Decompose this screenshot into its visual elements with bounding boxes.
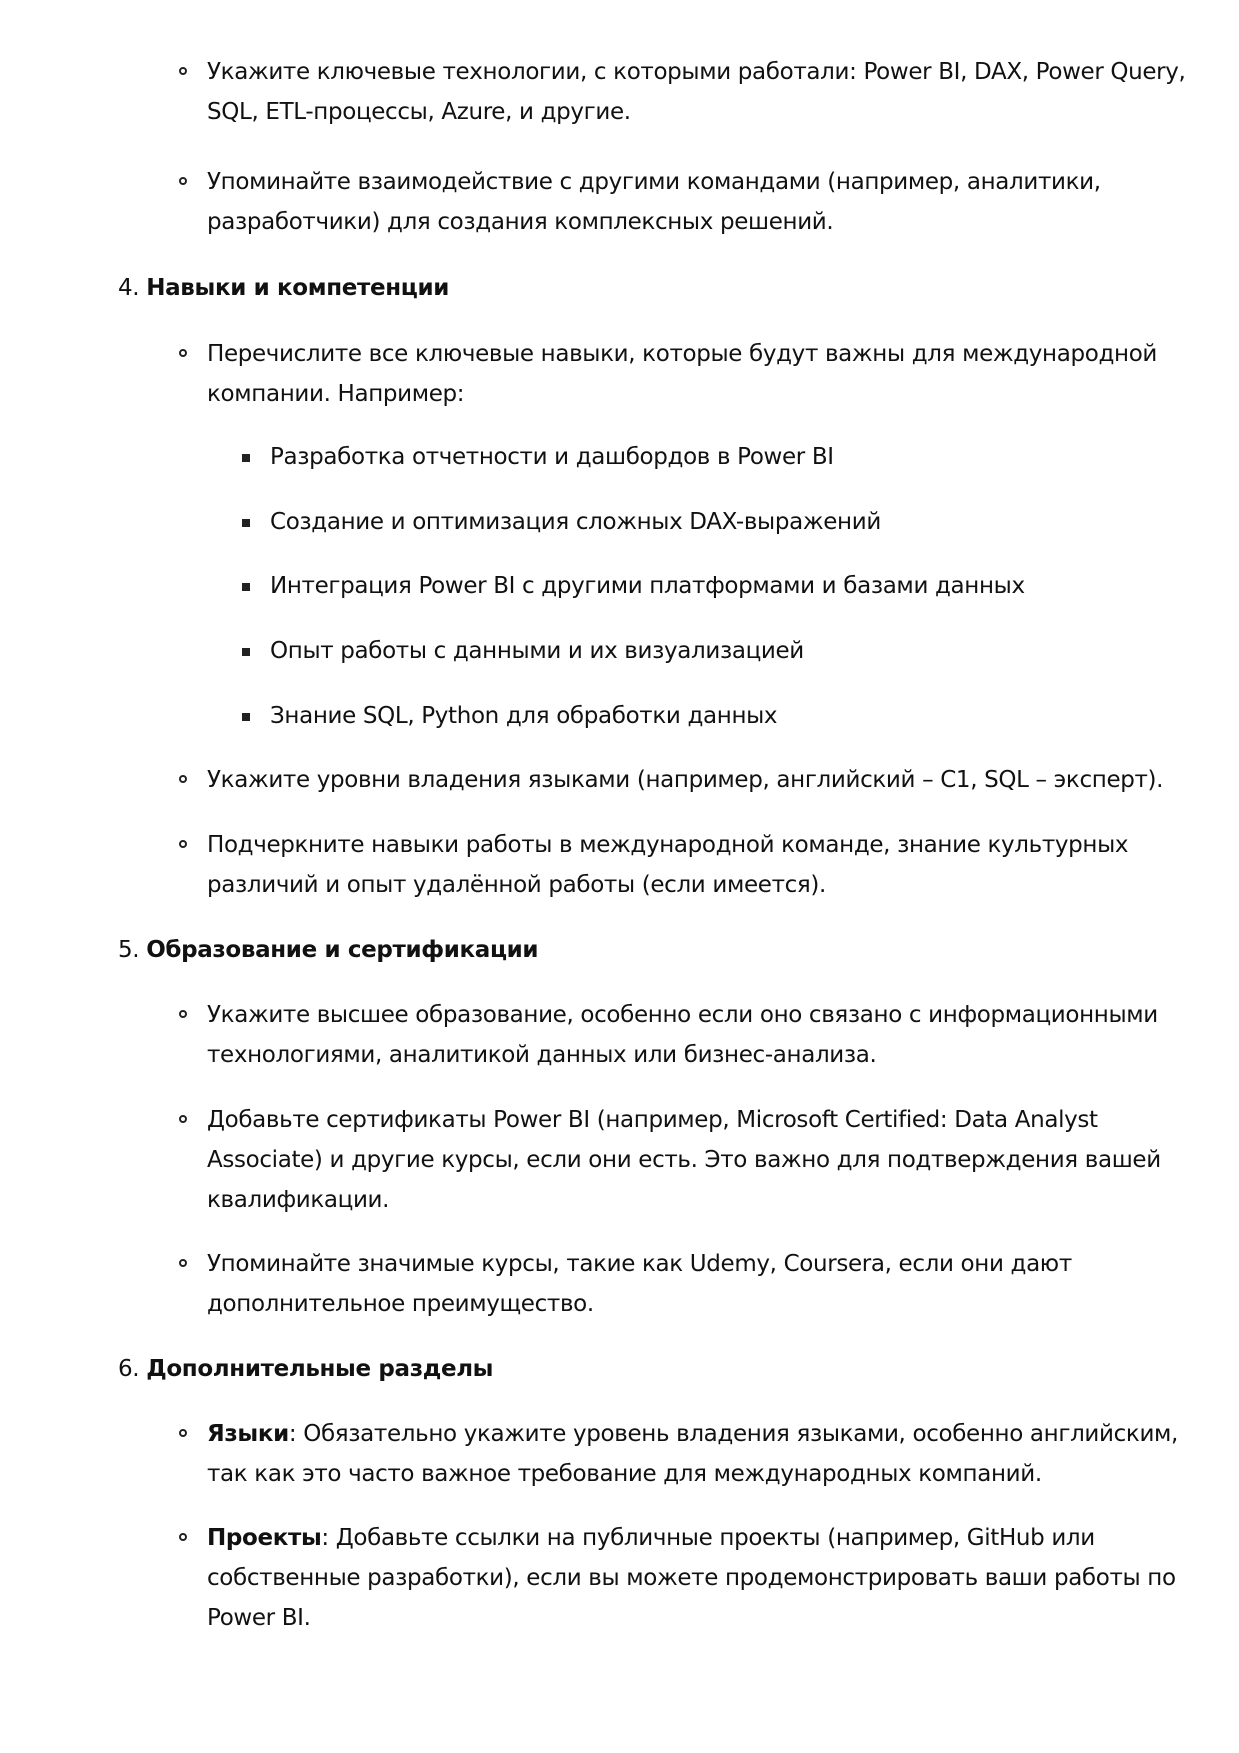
hollow-bullet-icon [179,177,187,185]
hollow-bullet-icon [179,67,187,75]
bullet-certificates: Добавьте сертификаты Power BI (например, Microsoft Certified: Data Analyst Associate) и другие курсы, если они есть. Это важно для подтверждения вашей квалификации. [207,1100,1161,1220]
bullet-international-team: Подчеркните навыки работы в международной команде, знание культурных различий и опыт удалённой работы (если имеется). [207,825,1128,905]
bullet-technologies: Укажите ключевые технологии, с которыми работали: Power BI, DAX, Power Query, SQL, ETL-процессы, Azure, и другие. [207,52,1186,132]
sub-bullet-integration: Интеграция Power BI с другими платформами и базами данных [270,566,1025,606]
square-bullet-icon [242,583,250,591]
hollow-bullet-icon [179,1259,187,1267]
hollow-bullet-icon [179,1429,187,1437]
section-heading-5: 5. Образование и сертификации [118,937,539,963]
hollow-bullet-icon [179,1115,187,1123]
bullet-projects: Проекты: Добавьте ссылки на публичные проекты (например, GitHub или собственные разработки), если вы можете продемонстрировать ваши работы по Power BI. [207,1518,1176,1638]
bullet-languages: Языки: Обязательно укажите уровень владения языками, особенно английским, так как это часто важное требование для международных компаний. [207,1414,1178,1494]
sub-bullet-reporting: Разработка отчетности и дашбордов в Power BI [270,437,834,477]
square-bullet-icon [242,713,250,721]
section-heading-6: 6. Дополнительные разделы [118,1356,494,1382]
hollow-bullet-icon [179,1010,187,1018]
square-bullet-icon [242,454,250,462]
bullet-higher-education: Укажите высшее образование, особенно если оно связано с информационными технологиями, аналитикой данных или бизнес-анализа. [207,995,1158,1075]
hollow-bullet-icon [179,349,187,357]
square-bullet-icon [242,648,250,656]
hollow-bullet-icon [179,775,187,783]
sub-bullet-sql-python: Знание SQL, Python для обработки данных [270,696,777,736]
section-heading-4: 4. Навыки и компетенции [118,275,450,301]
hollow-bullet-icon [179,840,187,848]
sub-bullet-visualization: Опыт работы с данными и их визуализацией [270,631,804,671]
square-bullet-icon [242,519,250,527]
bullet-skills-list: Перечислите все ключевые навыки, которые будут важны для международной компании. Например: [207,334,1157,414]
bullet-language-levels: Укажите уровни владения языками (например, английский – C1, SQL – эксперт). [207,760,1163,800]
hollow-bullet-icon [179,1533,187,1541]
bullet-courses: Упоминайте значимые курсы, такие как Udemy, Coursera, если они дают дополнительное преимущество. [207,1244,1072,1324]
bullet-teamwork: Упоминайте взаимодействие с другими командами (например, аналитики, разработчики) для создания комплексных решений. [207,162,1101,242]
sub-bullet-dax: Создание и оптимизация сложных DAX-выражений [270,502,881,542]
